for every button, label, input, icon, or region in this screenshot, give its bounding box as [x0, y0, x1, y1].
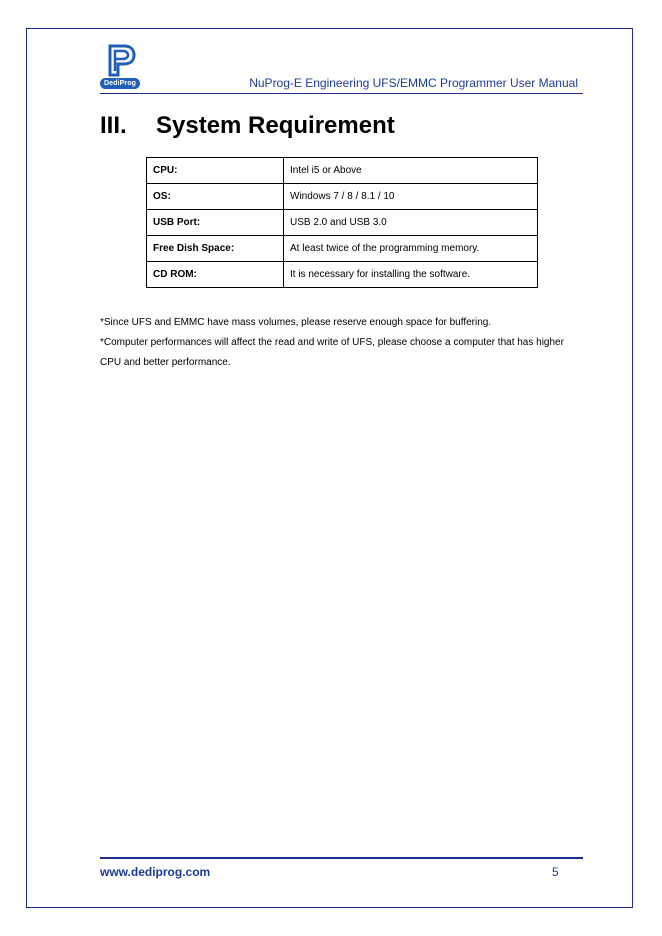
section-number: III.	[100, 112, 127, 139]
dediprog-logo-icon	[104, 44, 136, 77]
requirements-table	[146, 157, 538, 288]
header-title: NuProg-E Engineering UFS/EMMC Programmer User Manual	[249, 76, 578, 90]
notes	[100, 313, 580, 373]
requirement-value: Intel i5 or Above	[284, 158, 538, 184]
requirement-label: OS:	[147, 184, 284, 210]
logo-badge: DediProg	[100, 78, 140, 89]
dediprog-logo	[100, 44, 140, 90]
table-row	[147, 184, 538, 210]
table-row	[147, 210, 538, 236]
table-row	[147, 262, 538, 288]
footer-rule	[100, 857, 583, 859]
header-rule	[100, 93, 583, 94]
requirement-label: USB Port:	[147, 210, 284, 236]
footer-url[interactable]: www.dediprog.com	[100, 865, 211, 879]
requirement-value: It is necessary for installing the software.	[284, 262, 538, 288]
requirement-label: Free Dish Space:	[147, 236, 284, 262]
page-number: 5	[552, 865, 559, 879]
section-heading	[100, 112, 395, 140]
section-title: System Requirement	[156, 112, 395, 139]
requirement-value: USB 2.0 and USB 3.0	[284, 210, 538, 236]
requirement-value: At least twice of the programming memory.	[284, 236, 538, 262]
note-buffering: *Since UFS and EMMC have mass volumes, please reserve enough space for buffering.	[100, 317, 492, 328]
requirement-value: Windows 7 / 8 / 8.1 / 10	[284, 184, 538, 210]
note-performance: *Computer performances will affect the read and write of UFS, please choose a computer that has higher CPU and better performance.	[100, 337, 564, 368]
requirement-label: CPU:	[147, 158, 284, 184]
requirement-label: CD ROM:	[147, 262, 284, 288]
table-row	[147, 158, 538, 184]
table-row	[147, 236, 538, 262]
